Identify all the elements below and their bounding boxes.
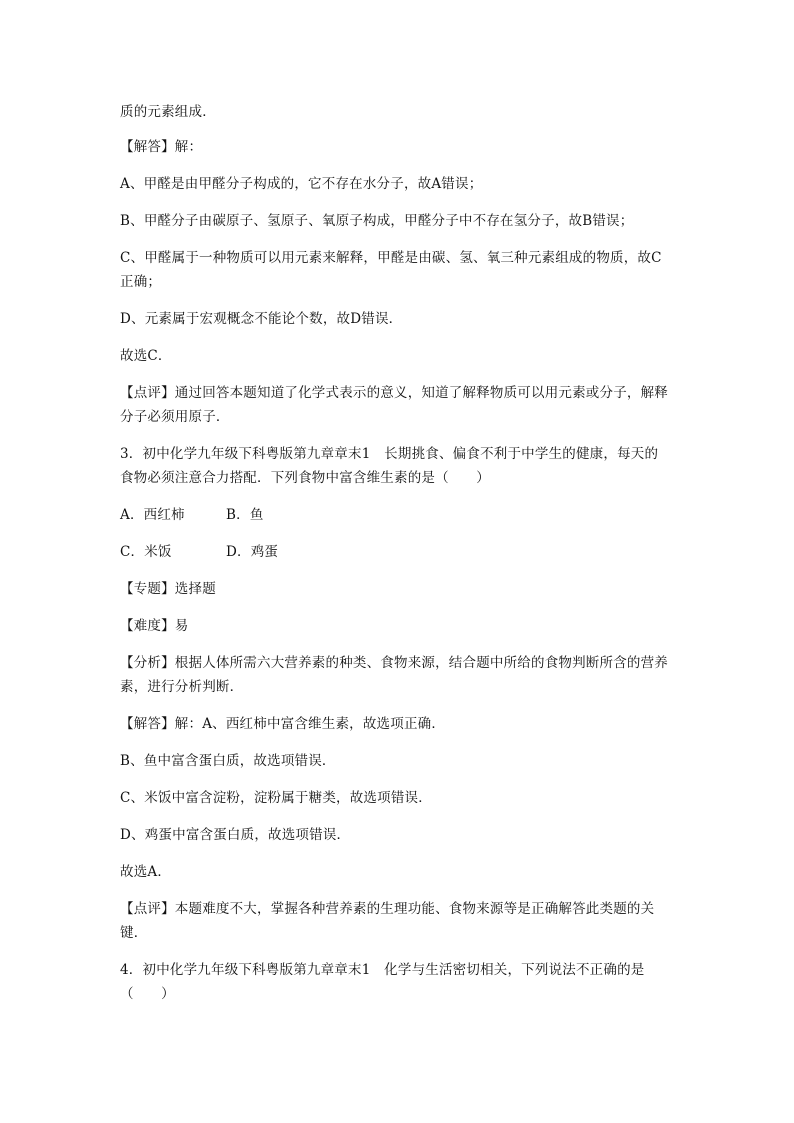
options-row-2 — [120, 542, 680, 562]
text-line: B、鱼中富含蛋白质，故选项错误． — [120, 753, 336, 769]
text-line: B、甲醛分子由碳原子、氢原子、氧原子构成，甲醛分子中不存在氢分子，故B错误； — [120, 213, 634, 229]
text-line: A、甲醛是由甲醛分子构成的，它不存在水分子，故A错误； — [120, 176, 483, 192]
question-line: 3．初中化学九年级下科粤版第九章章末1 长期挑食、偏食不利于中学生的健康，每天的 — [120, 446, 659, 462]
answer-heading: 【解答】解： — [120, 139, 203, 155]
difficulty-line: 【难度】易 — [120, 618, 189, 634]
answer-choice: 故选A． — [120, 864, 172, 880]
text-line: C、甲醛属于一种物质可以用元素来解释，甲醛是由碳、氢、氧三种元素组成的物质，故C — [120, 250, 662, 266]
text-line: D、鸡蛋中富含蛋白质，故选项错误． — [120, 827, 351, 843]
topic-line: 【专题】选择题 — [120, 581, 216, 597]
question-line: 4．初中化学九年级下科粤版第九章章末1 化学与生活密切相关，下列说法不正确的是 — [120, 962, 645, 978]
text-line: 正确； — [120, 274, 162, 290]
comment-line: 【点评】本题难度不大，掌握各种营养素的生理功能、食物来源等是正确解答此类题的关 — [120, 901, 655, 917]
text-line: C、米饭中富含淀粉，淀粉属于糖类，故选项错误． — [120, 790, 432, 806]
option-b: B．鱼 — [226, 507, 264, 523]
option-d: D．鸡蛋 — [226, 544, 279, 560]
analysis-line: 素，进行分析判断． — [120, 679, 244, 695]
answer-line: 【解答】解：A、西红柿中富含维生素，故选项正确． — [120, 716, 446, 732]
option-a: A．西红柿 — [120, 507, 185, 523]
options-row-1 — [120, 505, 680, 525]
comment-line: 分子必须用原子． — [120, 409, 230, 425]
text-line: 质的元素组成． — [120, 104, 216, 120]
analysis-line: 【分析】根据人体所需六大营养素的种类、食物来源，结合题中所给的食物判断所含的营养 — [120, 655, 668, 671]
question-line: （ ） — [120, 986, 175, 1002]
comment-line: 【点评】通过回答本题知道了化学式表示的意义，知道了解释物质可以用元素或分子，解释 — [120, 385, 668, 401]
text-line: D、元素属于宏观概念不能论个数，故D错误． — [120, 311, 403, 327]
comment-line: 键． — [120, 925, 148, 941]
option-c: C．米饭 — [120, 544, 172, 560]
question-line: 食物必须注意合力搭配．下列食物中富含维生素的是（ ） — [120, 470, 490, 486]
answer-choice: 故选C． — [120, 348, 172, 364]
